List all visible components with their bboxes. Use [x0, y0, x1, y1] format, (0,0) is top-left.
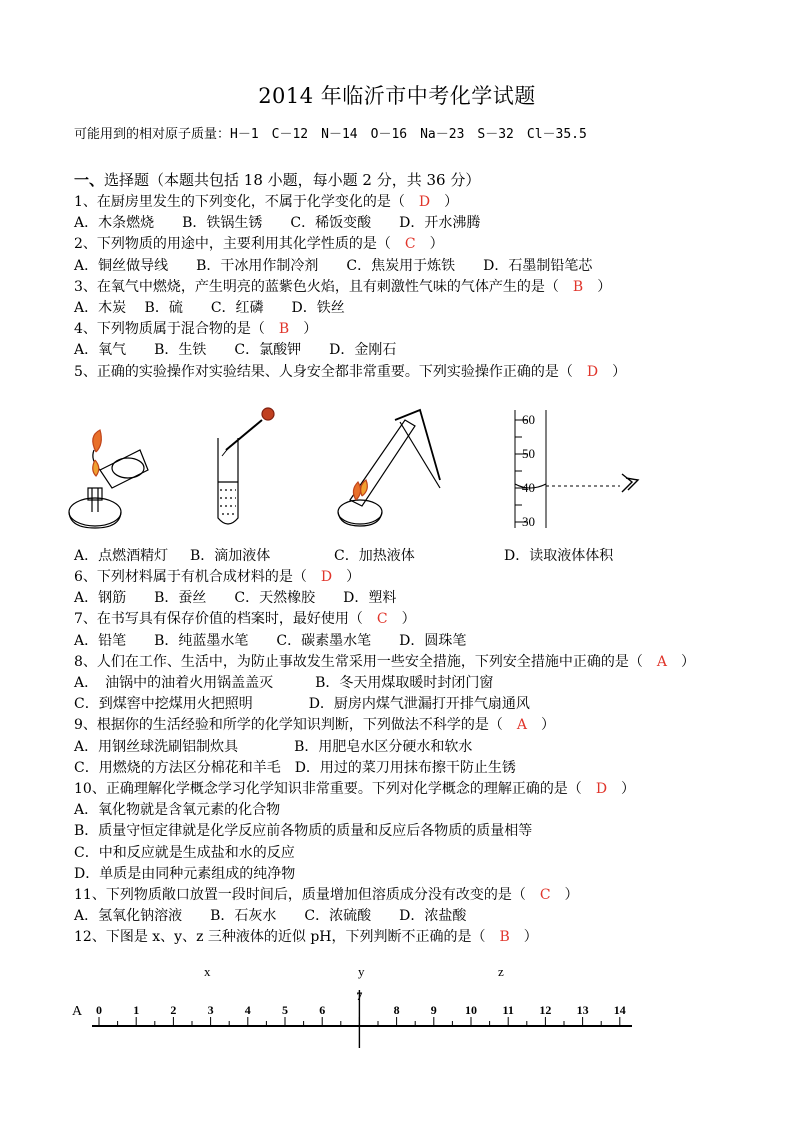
ph-label-y: y [358, 964, 365, 979]
question-text: 11、下列物质敞口放置一段时间后，质量增加但溶质成分没有改变的是（ [74, 887, 540, 903]
question-text: B．质量守恒定律就是化学反应前各物质的质量和反应后各物质的质量相等 [74, 823, 533, 840]
ph-tick-label: 4 [244, 1003, 251, 1017]
question-bracket-close: ） [509, 929, 538, 946]
figure-caption-d: D．读取液体体积 [504, 548, 614, 564]
answer-mark: D [418, 194, 431, 210]
figure-c-heating-liquid [338, 410, 440, 526]
question-text: C．到煤窖中挖煤用火把照明 D．厨房内煤气泄漏打开排气扇通风 [74, 696, 530, 713]
question-line [74, 779, 635, 799]
answer-mark: C [404, 236, 416, 253]
cylinder-mark-50: 50 [522, 446, 535, 461]
answer-mark: A [656, 653, 668, 670]
cylinder-mark-60: 60 [522, 412, 535, 427]
question-line [74, 567, 360, 587]
question-text: A．氧化物就是含氧元素的化合物 [74, 802, 281, 819]
question-text: A．铜丝做导线 B．干冰用作制冷剂 C．焦炭用于炼铁 D．石墨制铅笔芯 [74, 257, 593, 274]
question-line [74, 277, 611, 297]
question-bracket-close: ） [415, 236, 444, 253]
ph-tick-label: 9 [430, 1003, 437, 1017]
question-line [74, 256, 592, 276]
question-line [74, 192, 458, 212]
question-bracket-close: ） [387, 611, 416, 628]
question-text: 3、在氧气中燃烧，产生明亮的蓝紫色火焰，且有刺激性气味的气体产生的是（ [74, 278, 573, 295]
ph-tick-label: 2 [170, 1003, 177, 1017]
question-text: 6、下列材料属于有机合成材料的是（ [74, 569, 321, 585]
question-line [74, 715, 555, 735]
figure-a-alcohol-lamps [69, 430, 148, 528]
figure-caption-b: B．滴加液体 [190, 548, 271, 564]
ph-label-z: z [498, 964, 504, 979]
question-text: 12、下图是 x、y、z 三种液体的近似 pH，下列判断不正确的是（ [74, 929, 500, 946]
answer-mark: B [278, 321, 290, 338]
question-bracket-close: ） [598, 363, 627, 380]
question-text: A．铅笔 B．纯蓝墨水笔 C．碳素墨水笔 D．圆珠笔 [74, 632, 467, 649]
question-line [74, 652, 695, 672]
ph-label-x: x [204, 964, 211, 979]
question-line [74, 864, 295, 884]
question-bracket-close: ） [607, 781, 636, 797]
ph-tick-label: 7 [356, 989, 363, 1003]
question-line [74, 800, 280, 820]
question-text: A． 油锅中的油着火用锅盖盖灭 B．冬天用煤取暖时封闭门窗 [74, 675, 494, 691]
ph-tick-label: 14 [613, 1003, 626, 1017]
question-line [74, 609, 416, 629]
ph-tick-label: 1 [133, 1003, 140, 1017]
ph-label-a: A [72, 1004, 83, 1019]
question-line [74, 234, 444, 254]
question-line [74, 821, 532, 841]
question-line [74, 737, 472, 757]
question-line [74, 885, 579, 905]
question-line [74, 631, 466, 651]
question-bracket-close: ） [430, 194, 459, 210]
answer-mark: D [320, 569, 333, 585]
question-line [74, 927, 538, 947]
section-number: 一、 [74, 171, 105, 189]
figure-caption-a: A．点燃酒精灯 [74, 548, 169, 564]
answer-mark: B [499, 929, 510, 946]
cylinder-mark-40: 40 [522, 480, 535, 495]
question-line [74, 588, 396, 608]
question-bracket-close: ） [527, 717, 556, 734]
question-text: 1、在厨房里发生的下列变化，不属于化学变化的是（ [74, 194, 419, 210]
question-line [74, 298, 345, 318]
question-bracket-close: ） [550, 887, 579, 903]
question-line [74, 340, 396, 360]
ph-tick-label: 13 [576, 1003, 589, 1017]
question-bracket-close: ） [667, 653, 696, 670]
section-heading [74, 170, 480, 190]
question-text: A．用钢丝球洗刷铝制炊具 B．用肥皂水区分硬水和软水 [74, 738, 473, 755]
ph-tick-label: 3 [207, 1003, 214, 1017]
question-text: 8、人们在工作、生活中，为防止事故发生常采用一些安全措施，下列安全措施中正确的是（ [74, 653, 657, 670]
question-text: 9、根据你的生活经验和所学的化学知识判断，下列做法不科学的是（ [74, 717, 517, 734]
question-text: A．氧气 B．生铁 C．氯酸钾 D．金刚石 [74, 342, 397, 359]
answer-mark: D [586, 363, 599, 380]
ph-tick-label: 0 [96, 1003, 102, 1017]
question-bracket-close: ） [332, 569, 361, 585]
answer-mark: C [539, 887, 551, 903]
figure-caption-c: C．加热液体 [334, 548, 415, 564]
ph-tick-label: 6 [319, 1003, 326, 1017]
ph-tick-label: 12 [539, 1003, 552, 1017]
figure-b-dropper [218, 408, 274, 524]
question-text: A．木条燃烧 B．铁锅生锈 C．稀饭变酸 D．开水沸腾 [74, 215, 481, 232]
ph-tick-label: 11 [502, 1003, 514, 1017]
question-line [74, 694, 530, 714]
atomic-mass-note: 可能用到的相对原子质量：H－1 C－12 N－14 O－16 Na－23 S－32 Cl－35.5 [74, 127, 587, 142]
question-line [74, 843, 295, 863]
answer-mark: D [595, 781, 608, 797]
ph-tick-label: 10 [465, 1003, 477, 1017]
answer-mark: C [376, 611, 388, 628]
question-text: A．钢筋 B．蚕丝 C．天然橡胶 D．塑料 [74, 590, 397, 607]
page-title: 2014 年临沂市中考化学试题 [258, 84, 536, 108]
question-text: 10、正确理解化学概念学习化学知识非常重要。下列对化学概念的理解正确的是（ [74, 781, 596, 797]
question-line [74, 758, 516, 778]
cylinder-mark-30: 30 [522, 514, 535, 529]
question-text: A．氢氧化钠溶液 B．石灰水 C．浓硫酸 D．浓盐酸 [74, 908, 467, 925]
question-text: 4、下列物质属于混合物的是（ [74, 321, 279, 338]
answer-mark: A [516, 717, 528, 734]
question-line [74, 673, 493, 693]
section-text: 选择题（本题共包括 18 小题，每小题 2 分，共 36 分） [104, 171, 481, 189]
question-bracket-close: ） [583, 278, 612, 295]
question-text: 7、在书写具有保存价值的档案时，最好使用（ [74, 611, 377, 628]
question-line [74, 906, 466, 926]
question-text: C．中和反应就是生成盐和水的反应 [74, 844, 295, 861]
question-text: 2、下列物质的用途中，主要利用其化学性质的是（ [74, 236, 405, 253]
ph-tick-label: 5 [282, 1003, 288, 1017]
question-text: 5、正确的实验操作对实验结果、人身安全都非常重要。下列实验操作正确的是（ [74, 363, 587, 380]
question-text: D．单质是由同种元素组成的纯净物 [74, 865, 296, 882]
answer-mark: B [572, 278, 584, 295]
ph-tick-label: 8 [393, 1003, 400, 1017]
question-line [74, 213, 480, 233]
question-text: C．用燃烧的方法区分棉花和羊毛 D．用过的菜刀用抹布擦干防止生锈 [74, 759, 516, 776]
question-line [74, 362, 626, 382]
ph-scale [0, 982, 794, 1052]
question-bracket-close: ） [289, 321, 318, 338]
question-text: A．木炭 B．硫 C．红磷 D．铁丝 [74, 300, 345, 316]
figure-d-cylinder [515, 410, 638, 528]
question-line [74, 319, 317, 339]
